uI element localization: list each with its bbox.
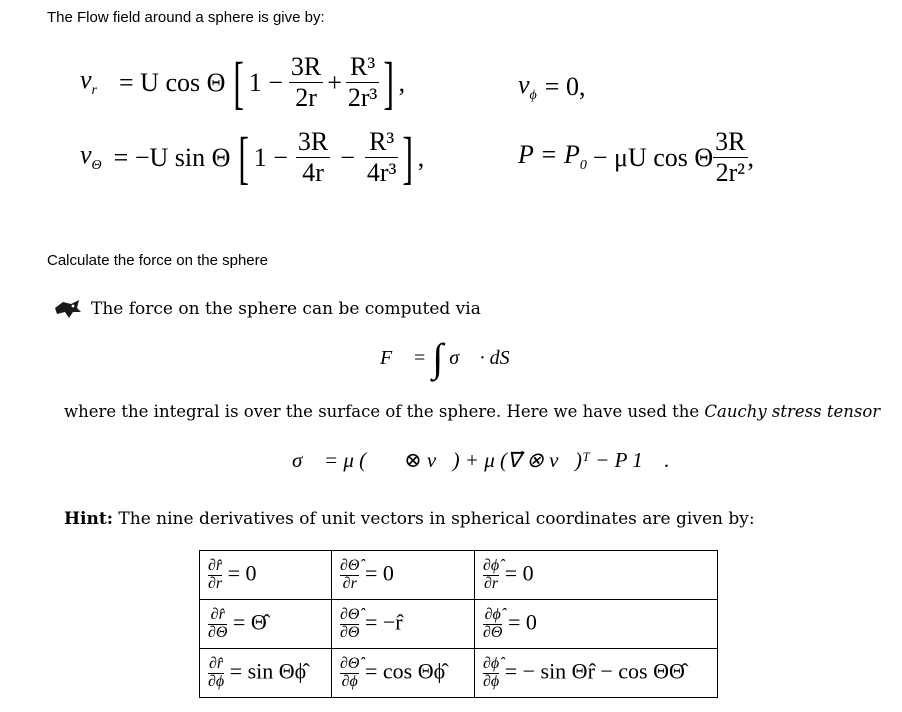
equation-vr: [80, 49, 406, 115]
vr-open-bracket: [: [233, 49, 245, 115]
stress-equation: σ⃡ = μ (∇⃗ ⊗ v⃗) + μ (∇⃗ ⊗ v⃗)ᵀ − P 1⃡ .: [292, 448, 670, 472]
table-cell: $\frac{\partial\phî}{\partial\phi}$ = − sin Θr̂ − cos ΘΘ̂: [475, 649, 718, 698]
pressure-rhs: − μU cos Θ: [592, 142, 714, 172]
table-cell: $\frac{\partial\Thetâ}{\partial\Theta}$ = −r̂: [332, 600, 475, 649]
vr-frac1: $\frac{3R}{2r}$: [290, 52, 322, 112]
vr-lhs: $v_r$: [80, 65, 97, 99]
table-cell: $\frac{\partial r̂}{\partial r}$ = 0: [200, 551, 332, 600]
vphi-lhs: $v_\phi$: [518, 70, 537, 104]
pressure-lhs: $P = P_0$: [518, 140, 587, 174]
cauchy-stress-tensor: Cauchy stress tensor: [704, 402, 881, 421]
integral-sign: ∫: [432, 335, 444, 380]
table-cell: $\frac{\partial\Thetâ}{\partial\phi}$ = cos Θϕ̂: [332, 649, 475, 698]
vr-close-bracket: ]: [383, 49, 395, 115]
equation-vtheta: [80, 124, 425, 190]
vtheta-comma: ,: [417, 142, 425, 172]
vtheta-close-bracket: ]: [402, 124, 414, 190]
bird-icon: [53, 298, 83, 320]
pressure-frac: $\frac{3R}{\text{2r²}}$: [715, 127, 746, 187]
vphi-rhs: = 0,: [544, 72, 586, 102]
hint-label: Hint:: [64, 509, 114, 529]
table-cell: $\frac{\partial r̂}{\partial\Theta}$ = Θ̂: [200, 600, 332, 649]
equation-vphi: [518, 70, 585, 104]
table-cell: $\frac{\partial\Thetâ}{\partial r}$ = 0: [332, 551, 475, 600]
table-row: [200, 551, 718, 600]
table-row: [200, 600, 718, 649]
vtheta-frac2: $\frac{\text{R³}}{\text{4r³}}$: [366, 127, 397, 187]
intro-text: The force on the sphere can be computed via: [91, 299, 481, 319]
vr-comma: ,: [398, 67, 406, 97]
page-heading: The Flow field around a sphere is give by:: [47, 9, 325, 26]
vr-plus: +: [327, 67, 342, 97]
vtheta-lhs: $v_\Theta$: [80, 140, 102, 174]
table-row: [200, 649, 718, 698]
hint: [64, 509, 755, 529]
solution-intro: [53, 298, 481, 320]
vr-frac2: $\frac{\text{R³}}{\text{2r³}}$: [347, 52, 378, 112]
table-cell: $\frac{\partial r̂}{\partial\phi}$ = sin Θϕ̂: [200, 649, 332, 698]
prompt-text: Calculate the force on the sphere: [47, 252, 268, 269]
force-rhs: σ⃡ · dS⃗: [449, 346, 526, 369]
vtheta-frac1: $\frac{3R}{4r}$: [297, 127, 329, 187]
table-cell: $\frac{\partial\phî}{\partial r}$ = 0: [475, 551, 718, 600]
equation-pressure: [518, 127, 754, 188]
vtheta-minus: −: [340, 142, 355, 172]
vr-rhs-prefix: = U cos Θ: [119, 67, 226, 97]
force-equation: [380, 335, 526, 380]
pressure-comma: ,: [747, 142, 755, 172]
force-lhs: F⃗ =: [380, 346, 427, 369]
derivatives-table: [199, 550, 718, 698]
vtheta-one: 1 −: [253, 142, 288, 172]
vr-one: 1 −: [248, 67, 283, 97]
where-text: where the integral is over the surface of the sphere. Here we have used the Cauchy stress tensor: [64, 402, 881, 421]
table-cell: $\frac{\partial\phî}{\partial\Theta}$ = 0: [475, 600, 718, 649]
vtheta-open-bracket: [: [238, 124, 250, 190]
hint-text: The nine derivatives of unit vectors in spherical coordinates are given by:: [118, 509, 755, 529]
vtheta-rhs-prefix: = −U sin Θ: [113, 142, 231, 172]
